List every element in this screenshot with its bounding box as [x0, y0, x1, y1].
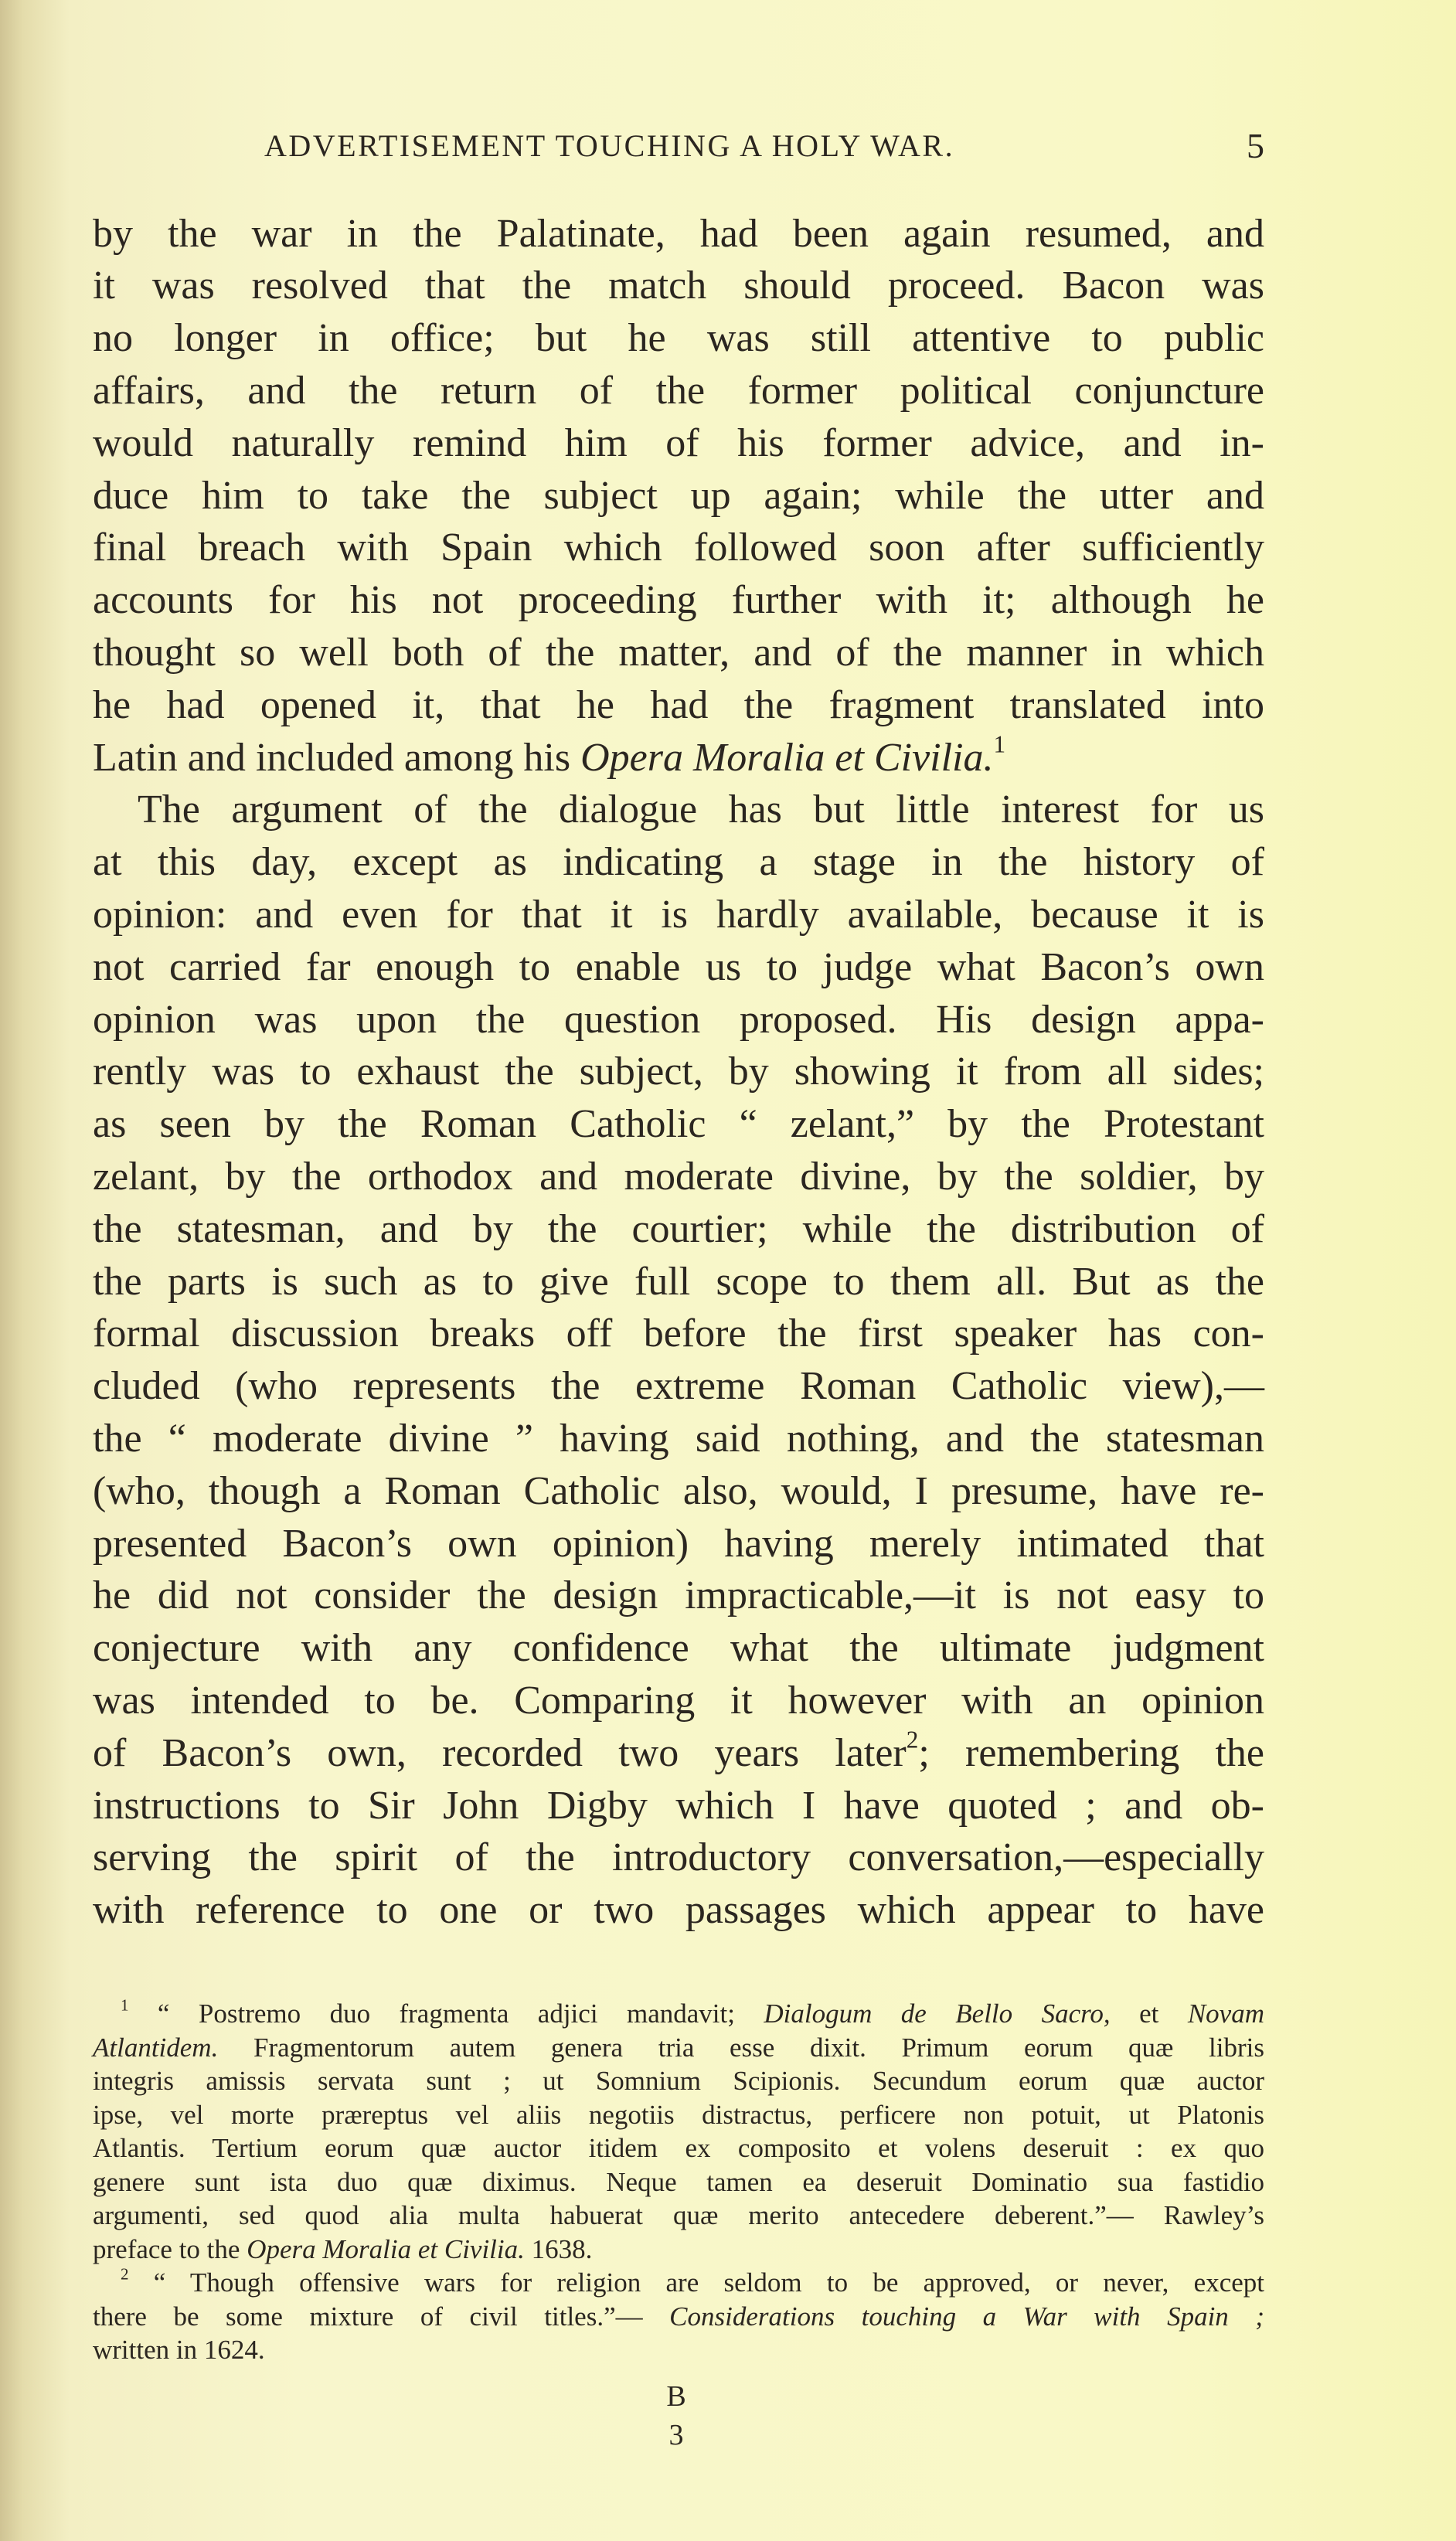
- text-segment: instructions to Sir John Digby which I have quoted ; and ob-: [93, 1783, 1264, 1828]
- italic-text: Dialogum de Bello Sacro,: [764, 1998, 1111, 2029]
- text-segment: (who, though a Roman Catholic also, would, I presume, have re-: [93, 1468, 1264, 1513]
- body-line: [93, 1780, 1264, 1832]
- italic-text: Novam: [1187, 1998, 1264, 2029]
- text-segment: conjecture with any confidence what the ultimate judgment: [93, 1626, 1264, 1671]
- text-segment: ipse, vel morte præreptus vel aliis negotiis distractus, perficere non potuit, ut Platonis: [93, 2099, 1264, 2130]
- text-segment: the parts is such as to give full scope to them all. But as the: [93, 1259, 1264, 1304]
- body-line: [93, 1465, 1264, 1518]
- text-segment: “ Postremo duo fragmenta adjici mandavit;: [128, 1998, 764, 2029]
- body-line: [93, 627, 1264, 679]
- body-line: [93, 1256, 1264, 1308]
- italic-text: Opera Moralia et Civilia.: [580, 735, 994, 780]
- text-segment: with reference to one or two passages which appear to have: [93, 1888, 1264, 1933]
- footnote-reference: 1: [121, 1995, 129, 2015]
- body-line: [93, 679, 1264, 732]
- body-line: [93, 1046, 1264, 1098]
- body-line: [93, 994, 1264, 1046]
- page-number: 5: [1247, 126, 1264, 165]
- footnote-line: [93, 2098, 1264, 2132]
- italic-text: Opera Moralia et Civilia.: [247, 2233, 525, 2264]
- footnote-line: [93, 1997, 1264, 2031]
- body-line: [93, 260, 1264, 312]
- text-segment: et: [1110, 1998, 1188, 2029]
- body-text: [93, 208, 1264, 1937]
- text-segment: duce him to take the subject up again; while the utter and: [93, 473, 1264, 518]
- body-line: [93, 784, 1264, 836]
- text-segment: it was resolved that the match should proceed. Bacon was: [93, 264, 1264, 308]
- text-segment: opinion was upon the question proposed. His design appa-: [93, 997, 1264, 1042]
- text-segment: rently was to exhaust the subject, by showing it from all sides;: [93, 1049, 1264, 1094]
- body-line: [93, 941, 1264, 994]
- text-segment: Fragmentorum autem genera tria esse dixit. Primum eorum quæ libris: [218, 2032, 1264, 2063]
- footnote-line: [93, 2266, 1264, 2300]
- footnote-reference: 2: [906, 1726, 919, 1754]
- italic-text: Considerations touching a War with Spain ;: [669, 2301, 1264, 2332]
- running-title: ADVERTISEMENT TOUCHING A HOLY WAR.: [264, 128, 955, 163]
- body-line: [93, 1675, 1264, 1727]
- text-segment: zelant, by the orthodox and moderate divine, by the soldier, by: [93, 1154, 1264, 1199]
- text-segment: not carried far enough to enable us to judge what Bacon’s own: [93, 944, 1264, 989]
- body-line: [93, 1570, 1264, 1622]
- text-segment: there be some mixture of civil titles.”—: [93, 2301, 670, 2332]
- footnote-line: [93, 2064, 1264, 2098]
- text-segment: by the war in the Palatinate, had been again resumed, and: [93, 211, 1264, 256]
- footnote-reference: 1: [993, 730, 1006, 758]
- text-segment: final breach with Spain which followed soon after sufficiently: [93, 526, 1264, 570]
- body-line: [93, 732, 1264, 784]
- text-segment: Atlantis. Tertium eorum quæ auctor itidem ex composito et volens deseruit : ex quo: [93, 2133, 1264, 2163]
- italic-text: Atlantidem.: [93, 2032, 219, 2063]
- body-line: [93, 1518, 1264, 1570]
- body-line: [93, 365, 1264, 417]
- text-segment: he had opened it, that he had the fragment translated into: [93, 682, 1264, 727]
- footnote-line: [93, 2300, 1264, 2334]
- body-line: [93, 470, 1264, 522]
- body-line: [93, 1727, 1264, 1780]
- text-segment: ; remembering the: [918, 1730, 1264, 1775]
- footnotes: [93, 1997, 1264, 2367]
- footnote-line: [93, 2131, 1264, 2165]
- text-segment: was intended to be. Comparing it however with an opinion: [93, 1678, 1264, 1723]
- text-segment: as seen by the Roman Catholic “ zelant,” by the Protestant: [93, 1102, 1264, 1147]
- body-line: [93, 1360, 1264, 1413]
- footnote-line: [93, 2165, 1264, 2199]
- signature-mark: B 3: [666, 2380, 694, 2451]
- text-segment: integris amissis servata sunt ; ut Somnium Scipionis. Secundum eorum quæ auctor: [93, 2066, 1264, 2096]
- text-segment: The argument of the dialogue has but little interest for us: [138, 787, 1264, 832]
- text-segment: serving the spirit of the introductory conversation,—especially: [93, 1835, 1264, 1880]
- text-segment: affairs, and the return of the former political conjuncture: [93, 368, 1264, 413]
- text-segment: thought so well both of the matter, and of the manner in which: [93, 630, 1264, 675]
- body-line: [93, 312, 1264, 365]
- body-line: [93, 1622, 1264, 1675]
- text-segment: no longer in office; but he was still attentive to public: [93, 316, 1264, 361]
- text-segment: “ Though offensive wars for religion are seldom to be approved, or never, except: [128, 2267, 1264, 2298]
- text-segment: written in 1624.: [93, 2335, 265, 2365]
- body-line: [93, 889, 1264, 941]
- body-line: [93, 1884, 1264, 1937]
- footnote-line: [93, 2333, 1264, 2367]
- footnote-reference: 2: [121, 2264, 129, 2284]
- text-segment: formal discussion breaks off before the first speaker has con-: [93, 1311, 1264, 1356]
- text-segment: presented Bacon’s own opinion) having merely intimated that: [93, 1521, 1264, 1566]
- footnote-line: [93, 2233, 1264, 2267]
- body-line: [93, 836, 1264, 889]
- footnote-line: [93, 2031, 1264, 2065]
- body-line: [93, 1832, 1264, 1884]
- footnote-line: [93, 2199, 1264, 2233]
- text-segment: would naturally remind him of his former advice, and in-: [93, 420, 1264, 465]
- body-line: [93, 1098, 1264, 1151]
- running-header: [93, 127, 1264, 165]
- text-segment: argumenti, sed quod alia multa habuerat quæ merito antecedere deberent.”— Rawley’s: [93, 2200, 1264, 2230]
- text-segment: opinion: and even for that it is hardly available, because it is: [93, 892, 1264, 937]
- text-segment: he did not consider the design impracticable,—it is not easy to: [93, 1573, 1264, 1618]
- body-line: [93, 1308, 1264, 1360]
- text-segment: accounts for his not proceeding further with it; although he: [93, 578, 1264, 623]
- text-segment: at this day, except as indicating a stage in the history of: [93, 840, 1264, 885]
- text-segment: the statesman, and by the courtier; while the distribution of: [93, 1206, 1264, 1251]
- body-line: [93, 1203, 1264, 1256]
- body-line: [93, 417, 1264, 470]
- body-line: [93, 1151, 1264, 1203]
- text-segment: preface to the: [93, 2233, 247, 2264]
- body-line: [93, 574, 1264, 627]
- text-segment: the “ moderate divine ” having said nothing, and the statesman: [93, 1416, 1264, 1461]
- body-line: [93, 1413, 1264, 1465]
- text-segment: of Bacon’s own, recorded two years later: [93, 1730, 907, 1775]
- body-line: [93, 522, 1264, 574]
- text-segment: Latin and included among his: [93, 735, 581, 780]
- text-segment: genere sunt ista duo quæ diximus. Neque tamen ea deseruit Dominatio sua fastidio: [93, 2166, 1264, 2197]
- text-segment: 1638.: [524, 2233, 593, 2264]
- body-line: [93, 208, 1264, 260]
- text-segment: cluded (who represents the extreme Roman Catholic view),—: [93, 1364, 1264, 1409]
